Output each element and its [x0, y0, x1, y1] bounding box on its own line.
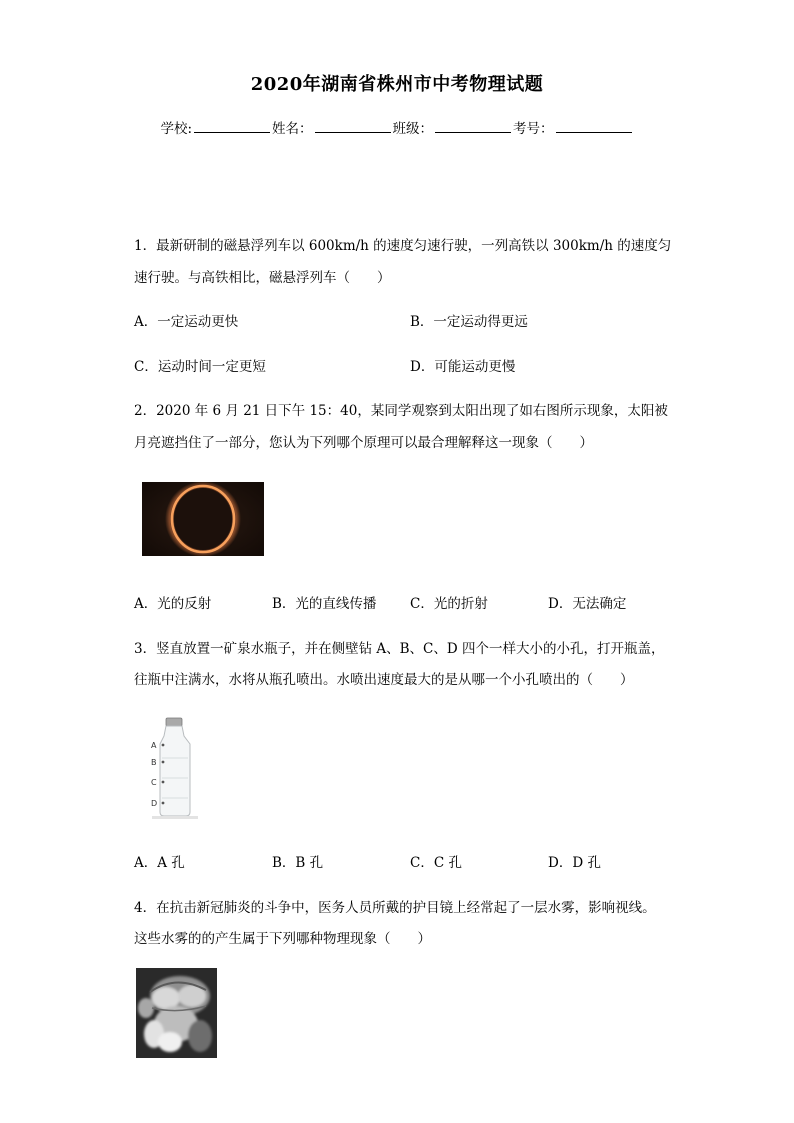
- question-3-line-1: 3．竖直放置一矿泉水瓶子，并在侧壁钻 A、B、C、D 四个一样大小的小孔，打开瓶盖，: [134, 641, 665, 657]
- question-2-option-d[interactable]: D．无法确定: [548, 596, 627, 612]
- bottle-hole-d-label: D: [151, 799, 158, 808]
- bottle-hole-b-label: B: [151, 758, 157, 767]
- question-3-option-a[interactable]: A．A 孔: [134, 855, 185, 871]
- exam-number-label: 考号：: [513, 121, 554, 137]
- page-title: 2020年湖南省株州市中考物理试题: [250, 74, 544, 95]
- question-1-option-d[interactable]: D．可能运动更慢: [410, 359, 516, 375]
- question-2-option-b[interactable]: B．光的直线传播: [272, 596, 377, 612]
- question-2-option-c[interactable]: C．光的折射: [410, 596, 488, 612]
- question-1-line-2: 速行驶。与高铁相比，磁悬浮列车（ ）: [134, 270, 391, 286]
- question-2-option-a[interactable]: A．光的反射: [134, 596, 212, 612]
- question-1-option-b[interactable]: B．一定运动得更远: [410, 314, 528, 330]
- student-info-row: [0, 117, 794, 137]
- question-2-line-1: 2．2020 年 6 月 21 日下午 15：40，某同学观察到太阳出现了如右图所示现象，太阳被: [134, 403, 668, 419]
- name-blank[interactable]: [315, 120, 391, 133]
- class-blank[interactable]: [435, 120, 511, 133]
- school-blank[interactable]: [194, 120, 270, 133]
- name-label: 姓名：: [272, 121, 313, 137]
- question-1-option-c[interactable]: C．运动时间一定更短: [134, 359, 266, 375]
- question-2-line-2: 月亮遮挡住了一部分，您认为下列哪个原理可以最合理解释这一现象（ ）: [134, 435, 593, 451]
- question-1-line-1: 1．最新研制的磁悬浮列车以 600km/h 的速度匀速行驶，一列高铁以 300km/h 的速度匀: [134, 238, 672, 254]
- bottle-hole-a-label: A: [151, 741, 157, 750]
- question-4-line-2: 这些水雾的的产生属于下列哪种物理现象（ ）: [134, 931, 431, 947]
- question-3-line-2: 往瓶中注满水，水将从瓶孔喷出。水喷出速度最大的是从哪一个小孔喷出的（ ）: [134, 672, 634, 688]
- school-label: 学校:: [160, 121, 193, 137]
- question-3-option-c[interactable]: C．C 孔: [410, 855, 462, 871]
- question-4-line-1: 4．在抗击新冠肺炎的斗争中，医务人员所戴的护目镜上经常起了一层水雾，影响视线。: [134, 900, 656, 916]
- water-bottle-image: [136, 712, 212, 822]
- bottle-hole-c-label: C: [151, 778, 157, 787]
- exam-number-blank[interactable]: [556, 120, 632, 133]
- question-3-option-b[interactable]: B．B 孔: [272, 855, 324, 871]
- eclipse-image: [142, 482, 264, 556]
- question-3-option-d[interactable]: D．D 孔: [548, 855, 601, 871]
- question-1-option-a[interactable]: A．一定运动更快: [134, 314, 239, 330]
- foggy-goggles-image: [136, 968, 217, 1058]
- class-label: 班级：: [392, 121, 434, 137]
